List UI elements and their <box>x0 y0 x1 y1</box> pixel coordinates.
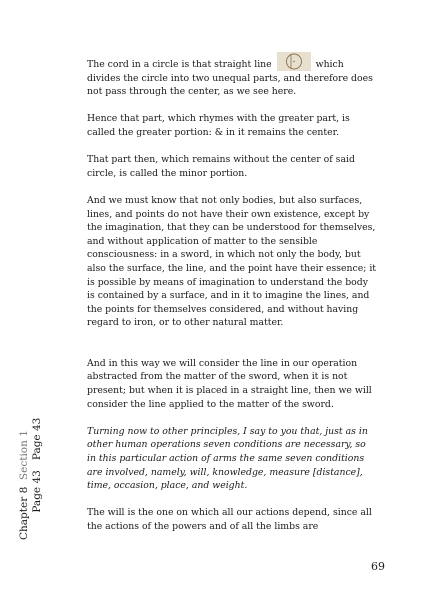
section-label: Section 1 <box>18 430 30 481</box>
paragraph-text: The cord in a circle is that straight line <box>87 59 272 70</box>
paragraph-text: which divides the circle into two unequal parts, and therefore does not pass through the center, as we see here. <box>87 59 373 98</box>
paragraph: And we must know that not only bodies, but also surfaces, lines, and points do not have their own existence, except by the imagination, that they can be understood for themselves, and without application of matter to the sensible consciousness: in a sword, in which not only the body, but also the surface, the line, and the point have their essence; it is possible by means of imagination to understand the body is contained by a surface, and in it to imagine the lines, and the points for themselves considered, and without having regard to iron, or to other natural matter. <box>87 194 377 329</box>
circle-chord-figure <box>277 52 311 71</box>
body-text <box>87 52 377 534</box>
page-number: 69 <box>371 560 385 573</box>
paragraph-italic: Turning now to other principles, I say to you that, just as in other human operations seven conditions are necessary, so in this particular action of arms the same seven conditions are involved, namely, will, knowledge, measure [distance], time, occasion, place, and weight. <box>87 425 368 492</box>
page-reference-b: Page 43 <box>31 417 43 461</box>
page-reference-a: Page 43 <box>31 470 43 513</box>
paragraph <box>87 52 377 99</box>
paragraph: Hence that part, which rhymes with the greater part, is called the greater portion: & in it remains the center. <box>87 113 350 138</box>
paragraph: And in this way we will consider the line in our operation abstracted from the matter of the sword, when it is not present; but when it is placed in a straight line, then we will consider the line applied to the matter of the sword. <box>87 357 372 410</box>
chapter-label: Chapter 8 <box>18 486 30 540</box>
paragraph: That part then, which remains without the center of said circle, is called the minor portion. <box>87 154 355 179</box>
side-reference <box>18 418 44 540</box>
paragraph: The will is the one on which all our actions depend, since all the actions of the powers and of all the limbs are <box>87 507 372 532</box>
